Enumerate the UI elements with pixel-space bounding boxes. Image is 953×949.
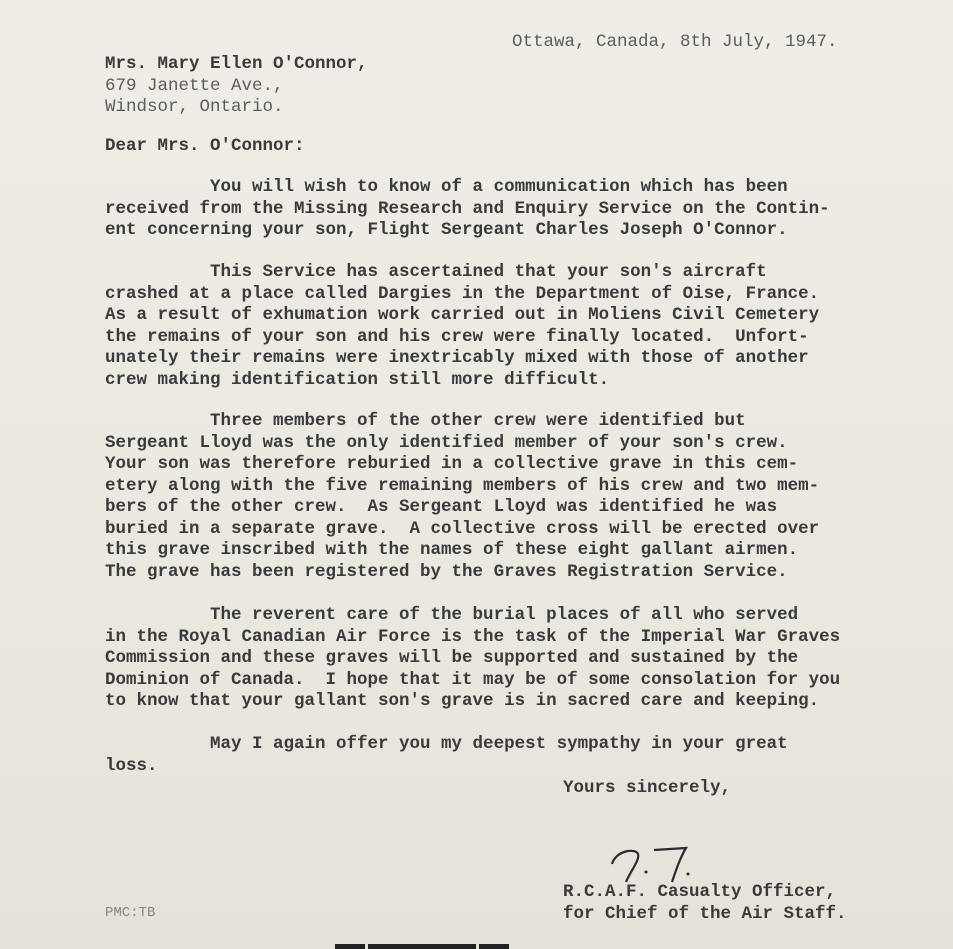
reference-initials: PMC:TB (105, 905, 156, 921)
text-line: May I again offer you my deepest sympathy in your great (105, 734, 788, 754)
scan-edge-mark (335, 944, 365, 949)
text-line: to know that your gallant son's grave is in sacred care and keeping. (105, 691, 820, 711)
text-line: etery along with the five remaining members of his crew and two mem- (105, 475, 820, 496)
text-line: received from the Missing Research and Enquiry Service on the Contin- (105, 198, 830, 219)
paragraph-2 (105, 262, 819, 391)
text-line: As a result of exhumation work carried out in Moliens Civil Cemetery (105, 305, 820, 325)
signer-title (563, 882, 847, 925)
text-line: You will wish to know of a communication which has been (105, 177, 788, 197)
text-line: in the Royal Canadian Air Force is the task of the Imperial War Graves (105, 626, 841, 647)
paragraph-1 (105, 177, 830, 242)
text-line: The grave has been registered by the Graves Registration Service. (105, 561, 788, 582)
address-line: 679 Janette Ave., (105, 75, 284, 96)
dateline: Ottawa, Canada, 8th July, 1947. (512, 32, 838, 52)
closing: Yours sincerely, (563, 778, 732, 798)
text-line: bers of the other crew. As Sergeant Lloyd was identified he was (105, 497, 778, 517)
address-line: Windsor, Ontario. (105, 97, 284, 117)
text-line: This Service has ascertained that your son's aircraft (105, 262, 767, 282)
text-line: Your son was therefore reburied in a collective grave in this cem- (105, 454, 799, 474)
paragraph-5 (105, 734, 788, 777)
salutation: Dear Mrs. O'Connor: (105, 136, 305, 156)
signer-title-line: R.C.A.F. Casualty Officer, (563, 882, 837, 902)
text-line: buried in a separate grave. A collective cross will be erected over (105, 518, 820, 539)
text-line: Commission and these graves will be supported and sustained by the (105, 648, 799, 668)
text-line: Dominion of Canada. I hope that it may be of some consolation for you (105, 669, 841, 690)
text-line: the remains of your son and his crew were finally located. Unfort- (105, 326, 809, 347)
recipient-address (105, 54, 368, 119)
scan-edge-mark (368, 944, 476, 949)
text-line: crashed at a place called Dargies in the Department of Oise, France. (105, 283, 820, 304)
scan-edge-mark (479, 944, 509, 949)
text-line: Sergeant Lloyd was the only identified member of your son's crew. (105, 432, 788, 453)
text-line: The reverent care of the burial places of all who served (105, 605, 799, 625)
text-line: ent concerning your son, Flight Sergeant Charles Joseph O'Connor. (105, 220, 788, 240)
signer-title-line: for Chief of the Air Staff. (563, 903, 847, 924)
text-line: this grave inscribed with the names of these eight gallant airmen. (105, 540, 799, 560)
paragraph-3 (105, 411, 819, 583)
address-line: Mrs. Mary Ellen O'Connor, (105, 54, 368, 74)
paragraph-4 (105, 605, 840, 713)
text-line: crew making identification still more difficult. (105, 369, 610, 390)
text-line: unately their remains were inextricably mixed with those of another (105, 348, 809, 368)
text-line: Three members of the other crew were identified but (105, 411, 746, 431)
text-line: loss. (105, 755, 158, 776)
